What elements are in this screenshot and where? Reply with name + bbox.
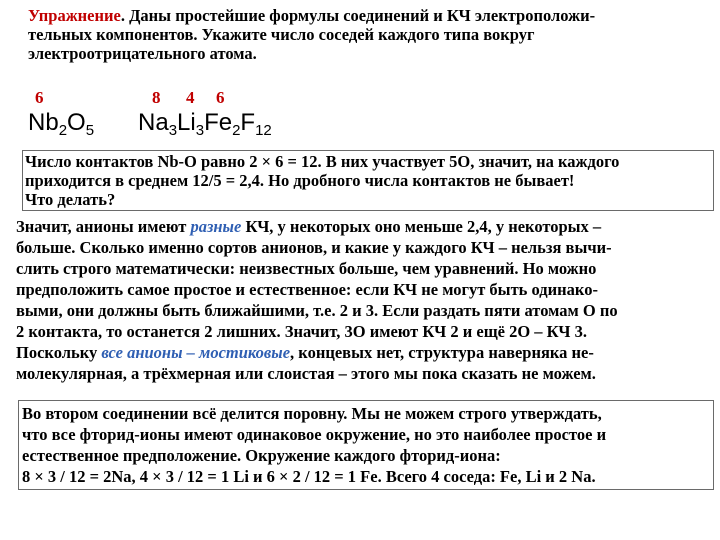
second-line: Во втором соединении всё делится поровну. Мы не можем строго утверждать,	[22, 404, 602, 423]
element-symbol: Na	[138, 109, 169, 136]
answer-line: больше. Сколько именно сортов анионов, и какие у каждого КЧ – нельзя вычи-	[16, 238, 612, 257]
formula-nb2o5	[28, 109, 94, 139]
exercise-title: Упражнение	[28, 6, 121, 25]
element-symbol: Li	[177, 109, 196, 136]
contacts-line: Что делать?	[25, 190, 116, 209]
answer-line: выми, они должны быть ближайшими, т.е. 2 и 3. Если раздать пяти атомам O по	[16, 301, 618, 320]
subscript: 12	[255, 122, 272, 139]
answer-line: молекулярная, а трёхмерная или слоистая – этого мы пока сказать не можем.	[16, 364, 596, 383]
element-symbol: F	[240, 109, 256, 136]
exercise-line: электроотрицательного атома.	[28, 44, 257, 63]
exercise-text	[28, 6, 708, 63]
second-line: что все фторид-ионы имеют одинаковое окружение, но это наиболее простое и	[22, 425, 607, 444]
exercise-line: . Даны простейшие формулы соединений и КЧ электроположи-	[120, 6, 596, 25]
contacts-line: приходится в среднем 12/5 = 2,4. Но дробного числа контактов не бывает!	[25, 171, 575, 190]
exercise-line: тельных компонентов. Укажите число соседей каждого типа вокруг	[28, 25, 535, 44]
answer-text: КЧ, у некоторых оно меньше 2,4, у некоторых –	[241, 217, 602, 236]
cn-number: 4	[186, 88, 195, 107]
formula-na3li3fe2f12	[138, 109, 272, 139]
answer-text: Поскольку	[16, 343, 102, 362]
element-symbol: Nb	[28, 109, 59, 136]
emphasis-text: все анионы – мостиковые	[101, 343, 291, 362]
element-symbol: O	[67, 109, 86, 136]
second-line: естественное предположение. Окружение каждого фторид-иона:	[22, 446, 501, 465]
emphasis-text: разные	[190, 217, 242, 236]
cn-number: 6	[35, 88, 44, 107]
cn-number: 6	[216, 88, 225, 107]
subscript: 2	[232, 122, 241, 139]
second-compound-box	[18, 400, 714, 490]
second-line: 8 × 3 / 12 = 2Na, 4 × 3 / 12 = 1 Li и 6 × 2 / 12 = 1 Fe. Всего 4 соседа: Fe, Li и 2 Na.	[22, 467, 596, 486]
cn-number: 8	[152, 88, 161, 107]
answer-line: слить строго математически: неизвестных больше, чем уравнений. Но можно	[16, 259, 597, 278]
contacts-line: Число контактов Nb-O равно 2 × 6 = 12. В них участвует 5O, значит, на каждого	[25, 152, 620, 171]
subscript: 2	[58, 122, 68, 139]
answer-text: Значит, анионы имеют	[16, 217, 191, 236]
contacts-box	[22, 150, 714, 211]
answer-line: 2 контакта, то останется 2 лишних. Значит, 3O имеют КЧ 2 и ещё 2O – КЧ 3.	[16, 322, 588, 341]
subscript: 3	[195, 122, 205, 139]
answer-paragraph	[16, 216, 714, 384]
subscript: 5	[85, 122, 95, 139]
answer-text: , концевых нет, структура наверняка не-	[290, 343, 594, 362]
subscript: 3	[168, 122, 178, 139]
element-symbol: Fe	[204, 109, 233, 136]
answer-line: предположить самое простое и естественное: если КЧ не могут быть одинако-	[16, 280, 598, 299]
